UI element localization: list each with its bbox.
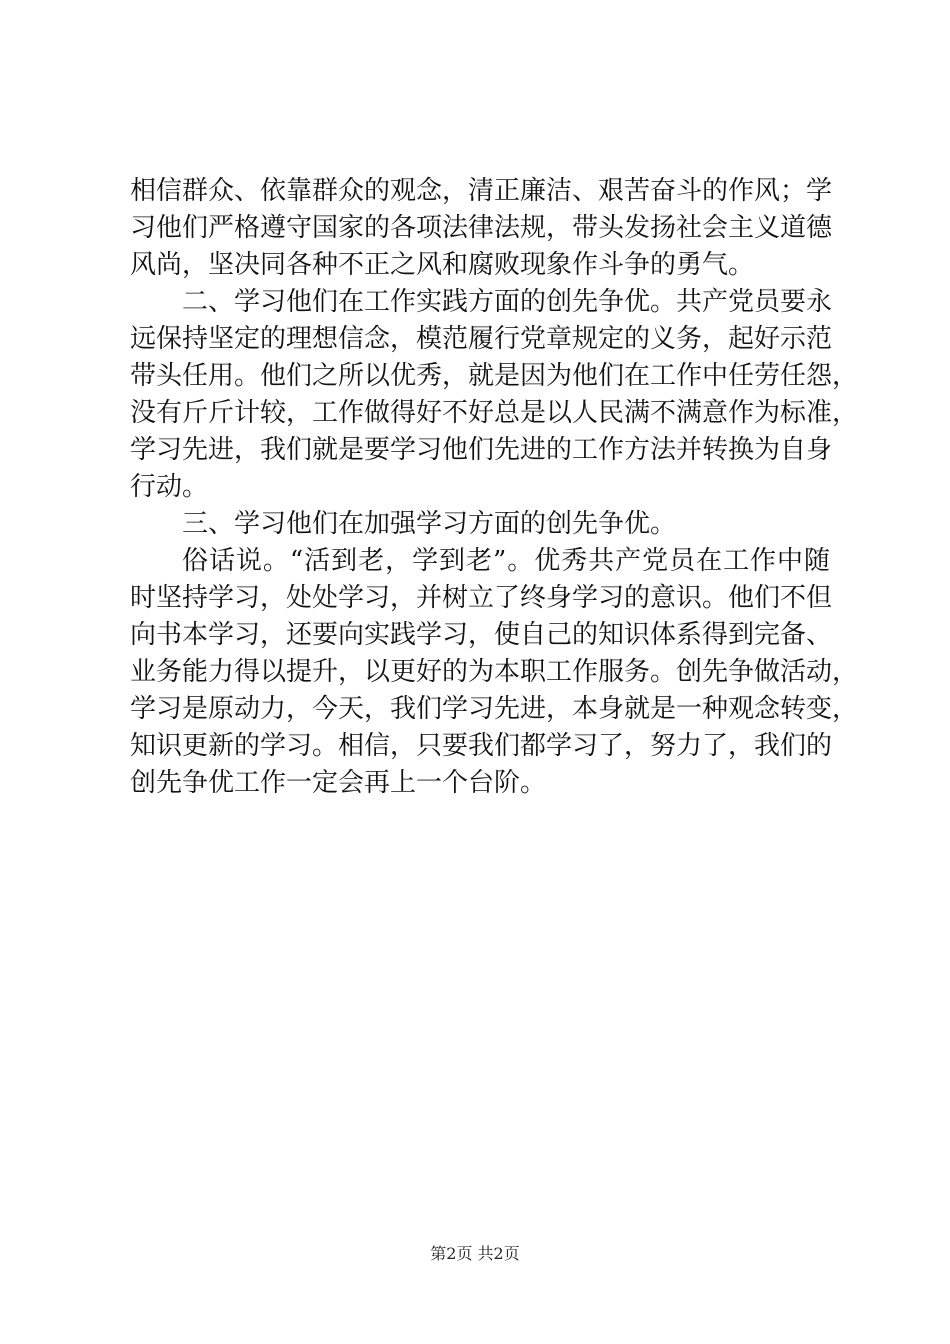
page-number-footer: 第2页 共2页 (430, 1244, 520, 1263)
paragraph-line: 远保持坚定的理想信念，模范履行党章规定的义务，起好示范 (130, 324, 833, 354)
paragraph-line: 习他们严格遵守国家的各项法律法规，带头发扬社会主义道德 (130, 213, 833, 243)
paragraph-line: 学习先进，我们就是要学习他们先进的工作方法并转换为自身 (130, 435, 833, 465)
paragraph-line: 二、学习他们在工作实践方面的创先争优。共产党员要永 (182, 287, 833, 317)
paragraph-line: 创先争优工作一定会再上一个台阶。 (130, 768, 547, 798)
paragraph-line: 学习是原动力，今天，我们学习先进，本身就是一种观念转变， (130, 694, 859, 724)
section-heading: 三、学习他们在加强学习方面的创先争优。 (182, 509, 677, 539)
paragraph-line: 业务能力得以提升，以更好的为本职工作服务。创先争做活动， (130, 657, 859, 687)
paragraph-line: 向书本学习，还要向实践学习，使自己的知识体系得到完备、 (130, 620, 833, 650)
paragraph-line: 时坚持学习，处处学习，并树立了终身学习的意识。他们不但 (130, 583, 833, 613)
paragraph-line: 相信群众、依靠群众的观念，清正廉洁、艰苦奋斗的作风；学 (130, 176, 833, 206)
paragraph-line: 知识更新的学习。相信，只要我们都学习了，努力了，我们的 (130, 731, 833, 761)
paragraph-line: 行动。 (130, 472, 209, 502)
paragraph-line: 没有斤斤计较，工作做得好不好总是以人民满不满意作为标准， (130, 398, 859, 428)
paragraph-line: 带头任用。他们之所以优秀，就是因为他们在工作中任劳任怨， (130, 361, 859, 391)
paragraph-line: 俗话说。“活到老，学到老”。优秀共产党员在工作中随 (182, 546, 830, 576)
paragraph-line: 风尚，坚决同各种不正之风和腐败现象作斗争的勇气。 (130, 250, 755, 280)
